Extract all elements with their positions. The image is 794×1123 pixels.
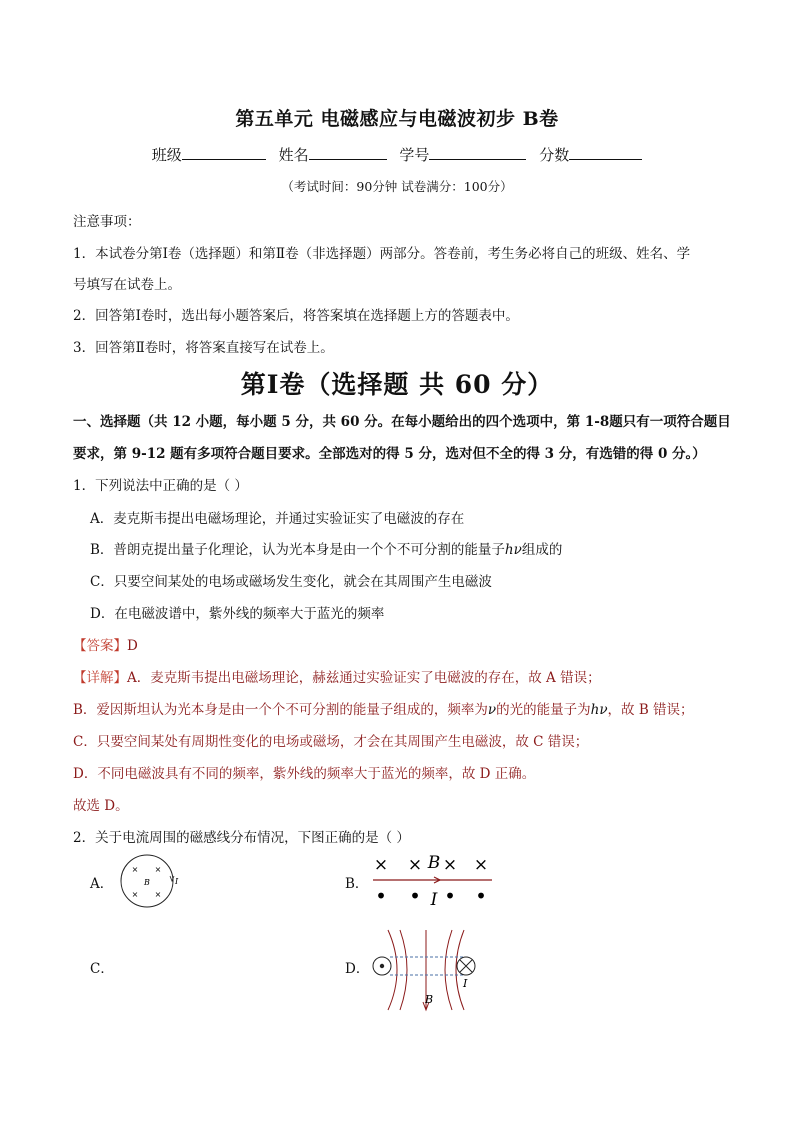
figure-b-dot-3: • — [444, 884, 456, 908]
figure-b-cross-1: × — [373, 855, 389, 875]
detail-b-nu: ν — [487, 702, 497, 718]
figure-a-cross-3: × — [131, 890, 139, 899]
figure-b-cross-4: × — [473, 855, 489, 875]
figure-d-i-label: I — [463, 977, 468, 990]
note-item-2: 2．回答第Ⅰ卷时，选出每小题答案后，将答案填在选择题上方的答题表中。 — [73, 308, 519, 324]
question-2-option-a-label: A． — [90, 876, 114, 892]
detail-b-mid: 的光的能量子为 — [496, 702, 591, 718]
section-instructions-line-1: 一、选择题（共 12 小题，每小题 5 分，共 60 分。在每小题给出的四个选项中，第 1-8题只有一项符合题目 — [73, 414, 731, 430]
figure-b-wire-field — [368, 852, 498, 910]
figure-a-b-label: B — [144, 878, 150, 887]
student-id-blank — [429, 145, 526, 160]
figure-b-i-label: I — [430, 890, 438, 910]
detail-conclusion: 故选 D。 — [73, 798, 129, 814]
figure-b-dot-1: • — [375, 884, 387, 908]
option-b-text-pre: B．普朗克提出量子化理论，认为光本身是由一个个不可分割的能量子 — [90, 542, 505, 558]
detail-line-d: D．不同电磁波具有不同的频率，紫外线的频率大于蓝光的频率，故 D 正确。 — [73, 766, 536, 782]
question-1-option-b — [90, 538, 562, 558]
figure-a-circle-field — [114, 852, 186, 912]
answer-value: D — [127, 638, 138, 654]
note-item-1-line-1: 1．本试卷分第Ⅰ卷（选择题）和第Ⅱ卷（非选择题）两部分。答卷前，考生务必将自己的班级、姓名、学 — [73, 246, 691, 262]
page-title: 第五单元 电磁感应与电磁波初步 B卷 — [235, 108, 559, 130]
figure-d-b-label: B — [425, 993, 434, 1006]
question-2-option-b-label: B． — [345, 876, 369, 892]
detail-a-text: A．麦克斯韦提出电磁场理论，赫兹通过实验证实了电磁波的存在，故 A 错误； — [127, 670, 601, 686]
figure-b-cross-3: × — [442, 855, 458, 875]
class-label: 班级 — [151, 146, 182, 164]
option-b-text-post: 组成的 — [521, 542, 563, 558]
question-2-stem: 2．关于电流周围的磁感线分布情况，下图正确的是（ ） — [73, 830, 410, 846]
question-1-option-d: D．在电磁波谱中，紫外线的频率大于蓝光的频率 — [90, 606, 385, 622]
figure-d-two-wires-field — [368, 924, 488, 1016]
answer-label: 【答案】 — [73, 638, 127, 654]
notes-heading: 注意事项： — [73, 214, 141, 230]
figure-a-cross-4: × — [154, 890, 162, 899]
figure-a-cross-2: × — [154, 865, 162, 874]
question-1-option-c: C．只要空间某处的电场或磁场发生变化，就会在其周围产生电磁波 — [90, 574, 492, 590]
figure-d-wire-out-dot — [380, 964, 384, 968]
question-2-option-d-label: D． — [345, 961, 370, 977]
section-title: 第Ⅰ卷（选择题 共 60 分） — [240, 370, 554, 399]
student-id-label: 学号 — [399, 146, 430, 164]
note-item-1-line-2: 号填写在试卷上。 — [73, 277, 181, 293]
figure-a-i-label: I — [175, 877, 179, 886]
figure-d-field-line-4 — [445, 930, 452, 1010]
figure-a-cross-1: × — [131, 865, 139, 874]
name-label: 姓名 — [278, 146, 309, 164]
detail-b-pre: B．爱因斯坦认为光本身是由一个个不可分割的能量子组成的，频率为 — [73, 702, 488, 718]
option-b-symbol: hν — [504, 542, 522, 558]
detail-line-b — [73, 698, 694, 718]
score-blank — [569, 145, 642, 160]
detail-line-c: C．只要空间某处有周期性变化的电场或磁场，才会在其周围产生电磁波，故 C 错误； — [73, 734, 589, 750]
detail-line-a — [73, 666, 601, 686]
score-label: 分数 — [539, 146, 570, 164]
question-1-option-a: A．麦克斯韦提出电磁场理论，并通过实验证实了电磁波的存在 — [90, 511, 465, 527]
figure-b-dot-2: • — [409, 884, 421, 908]
student-info-line — [0, 144, 794, 165]
figure-b-dot-4: • — [475, 884, 487, 908]
detail-b-hnu: hν — [590, 702, 608, 718]
question-1-stem: 1．下列说法中正确的是（ ） — [73, 478, 248, 494]
answer-line — [73, 634, 138, 654]
figure-b-cross-2: × — [407, 855, 423, 875]
question-2-option-c-label: C． — [90, 961, 114, 977]
detail-b-post: ，故 B 错误； — [607, 702, 694, 718]
detail-label: 【详解】 — [73, 670, 127, 686]
class-blank — [182, 145, 266, 160]
figure-d-field-line-2 — [400, 930, 407, 1010]
exam-time-line: （考试时间：90分钟 试卷满分：100分） — [281, 179, 513, 194]
figure-b-b-label: B — [427, 853, 441, 873]
section-instructions-line-2: 要求，第 9-12 题有多项符合题目要求。全部选对的得 5 分，选对但不全的得 3 分，有选错的得 0 分。） — [73, 446, 706, 462]
name-blank — [309, 145, 387, 160]
note-item-3: 3．回答第Ⅱ卷时，将答案直接写在试卷上。 — [73, 340, 334, 356]
